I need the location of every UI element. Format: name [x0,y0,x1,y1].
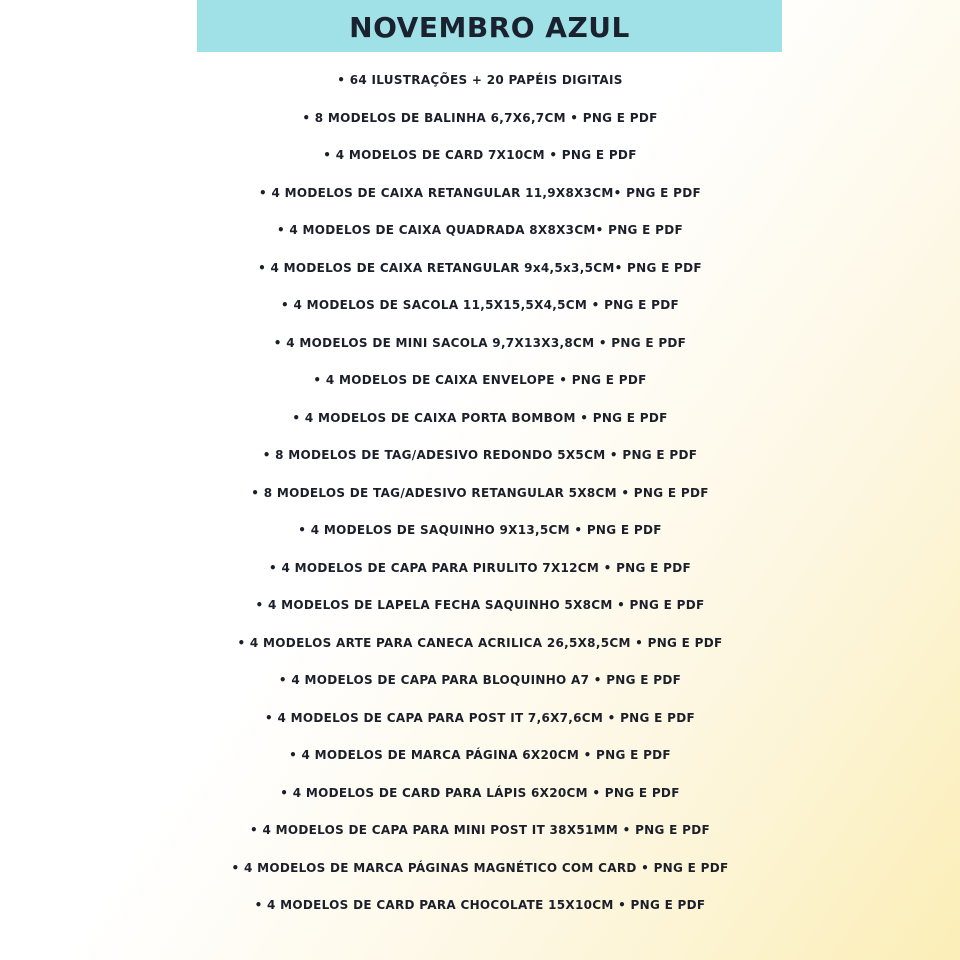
list-item: • 4 MODELOS DE CAIXA QUADRADA 8X8X3CM• PNG E PDF [276,223,684,237]
list-item: • 8 MODELOS DE BALINHA 6,7X6,7CM • PNG E PDF [302,110,658,125]
list-item: • 4 MODELOS DE CAPA PARA BLOQUINHO A7 • PNG E PDF [278,673,682,687]
product-contents-list [0,62,960,925]
list-item: • 4 MODELOS DE SACOLA 11,5X15,5X4,5CM • PNG E PDF [281,298,679,312]
list-item: • 4 MODELOS DE CAPA PARA POST IT 7,6X7,6CM • PNG E PDF [265,710,695,725]
list-item: • 4 MODELOS DE CAIXA PORTA BOMBOM • PNG E PDF [292,410,668,425]
list-item: • 4 MODELOS DE CAIXA ENVELOPE • PNG E PDF [313,373,647,387]
list-item: • 4 MODELOS DE MARCA PÁGINAS MAGNÉTICO COM CARD • PNG E PDF [231,860,729,875]
page-title: NOVEMBRO AZUL [349,10,630,44]
list-item: • 64 ILUSTRAÇÕES + 20 PAPÉIS DIGITAIS [337,73,623,87]
list-item: • 8 MODELOS DE TAG/ADESIVO RETANGULAR 5X8CM • PNG E PDF [251,485,709,500]
list-item: • 4 MODELOS DE SAQUINHO 9X13,5CM • PNG E PDF [298,523,662,537]
list-item: • 4 MODELOS ARTE PARA CANECA ACRILICA 26,5X8,5CM • PNG E PDF [237,635,723,650]
list-item: • 4 MODELOS DE CARD 7X10CM • PNG E PDF [323,148,637,162]
list-item: • 4 MODELOS DE CARD PARA LÁPIS 6X20CM • PNG E PDF [280,785,680,800]
list-item: • 8 MODELOS DE TAG/ADESIVO REDONDO 5X5CM • PNG E PDF [262,448,698,462]
list-item: • 4 MODELOS DE CAIXA RETANGULAR 9x4,5x3,5CM• PNG E PDF [258,260,702,275]
title-banner [197,0,782,52]
list-item: • 4 MODELOS DE CAIXA RETANGULAR 11,9X8X3CM• PNG E PDF [259,185,701,200]
list-item: • 4 MODELOS DE LAPELA FECHA SAQUINHO 5X8CM • PNG E PDF [255,598,705,612]
list-item: • 4 MODELOS DE CAPA PARA PIRULITO 7X12CM • PNG E PDF [269,560,691,575]
list-item: • 4 MODELOS DE CARD PARA CHOCOLATE 15X10CM • PNG E PDF [254,898,706,912]
list-item: • 4 MODELOS DE MINI SACOLA 9,7X13X3,8CM • PNG E PDF [273,335,687,350]
list-item: • 4 MODELOS DE CAPA PARA MINI POST IT 38X51MM • PNG E PDF [250,823,710,837]
list-item: • 4 MODELOS DE MARCA PÁGINA 6X20CM • PNG E PDF [289,748,671,762]
